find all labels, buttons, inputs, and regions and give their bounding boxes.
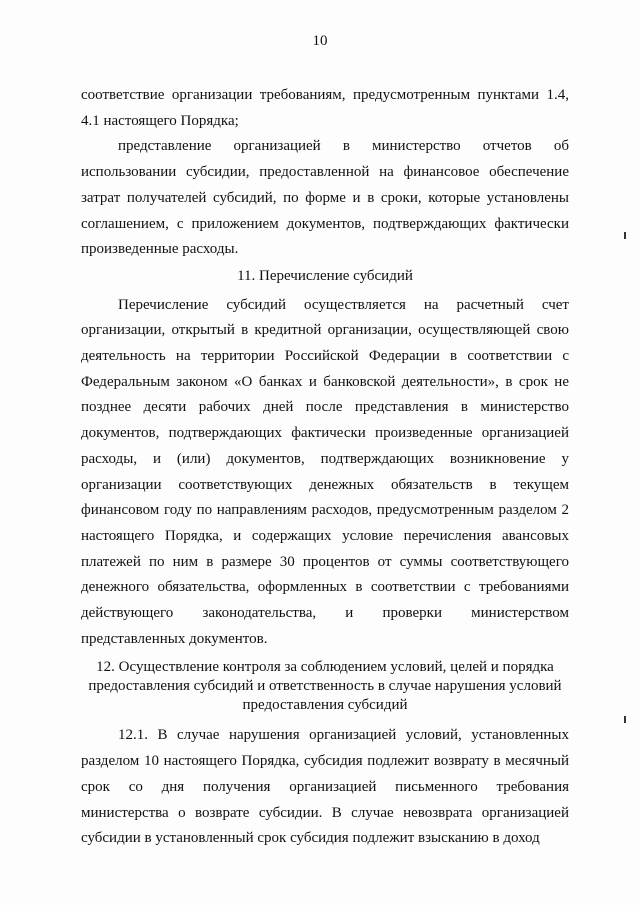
paragraph-12-1: 12.1. В случае нарушения организацией условий, установленных разделом 10 настоящего Порядка, субсидия подлежит возврату в месячный срок со дня получения организацией письменного требования министерства о возврате субсидии. В случае невозврата организацией субсидии в установленный срок субсидия подлежит взысканию в доход — [81, 727, 569, 847]
page-number: 10 — [312, 33, 328, 49]
paragraph-requirements: соответствие организации требованиям, предусмотренным пунктами 1.4, 4.1 настоящего Порядка; — [81, 87, 569, 129]
paragraph-transfer: Перечисление субсидий осуществляется на расчетный счет организации, открытый в кредитной организации, осуществляющей свою деятельность на территории Российской Федерации в соответствии с Федеральным законом «О банках и банковской деятельности», в срок не позднее десяти рабочих дней после представления в министерство документов, подтверждающих фактически произведенные организацией расходы, и (или) документов, подтверждающих возникновение у организации соответствующих денежных обязательств в текущем финансовом году по направлениям расходов, предусмотренным разделом 2 настоящего Порядка, и содержащих условие перечисления авансовых платежей по ним в размере 30 процентов от суммы соответствующего денежного обязательства, оформленных в соответствии с требованиями действующего законодательства, и проверки министерством представленных документов. — [81, 296, 569, 647]
paragraph-reports: представление организацией в министерство отчетов об использовании субсидии, предоставленной на финансовое обеспечение затрат получателей субсидий, по форме и в сроки, которые установлены соглашением, с приложением документов, подтверждающих фактически произведенные расходы. — [81, 138, 569, 258]
document-body — [81, 83, 569, 852]
scan-speck-lower — [624, 716, 626, 723]
section-heading-11: 11. Перечисление субсидий — [237, 267, 413, 284]
section-heading-12: 12. Осуществление контроля за соблюдением условий, целей и порядка предоставления субсидий и ответственность в случае нарушения условий предоставления субсидий — [88, 659, 562, 714]
scan-speck-upper — [624, 232, 626, 239]
